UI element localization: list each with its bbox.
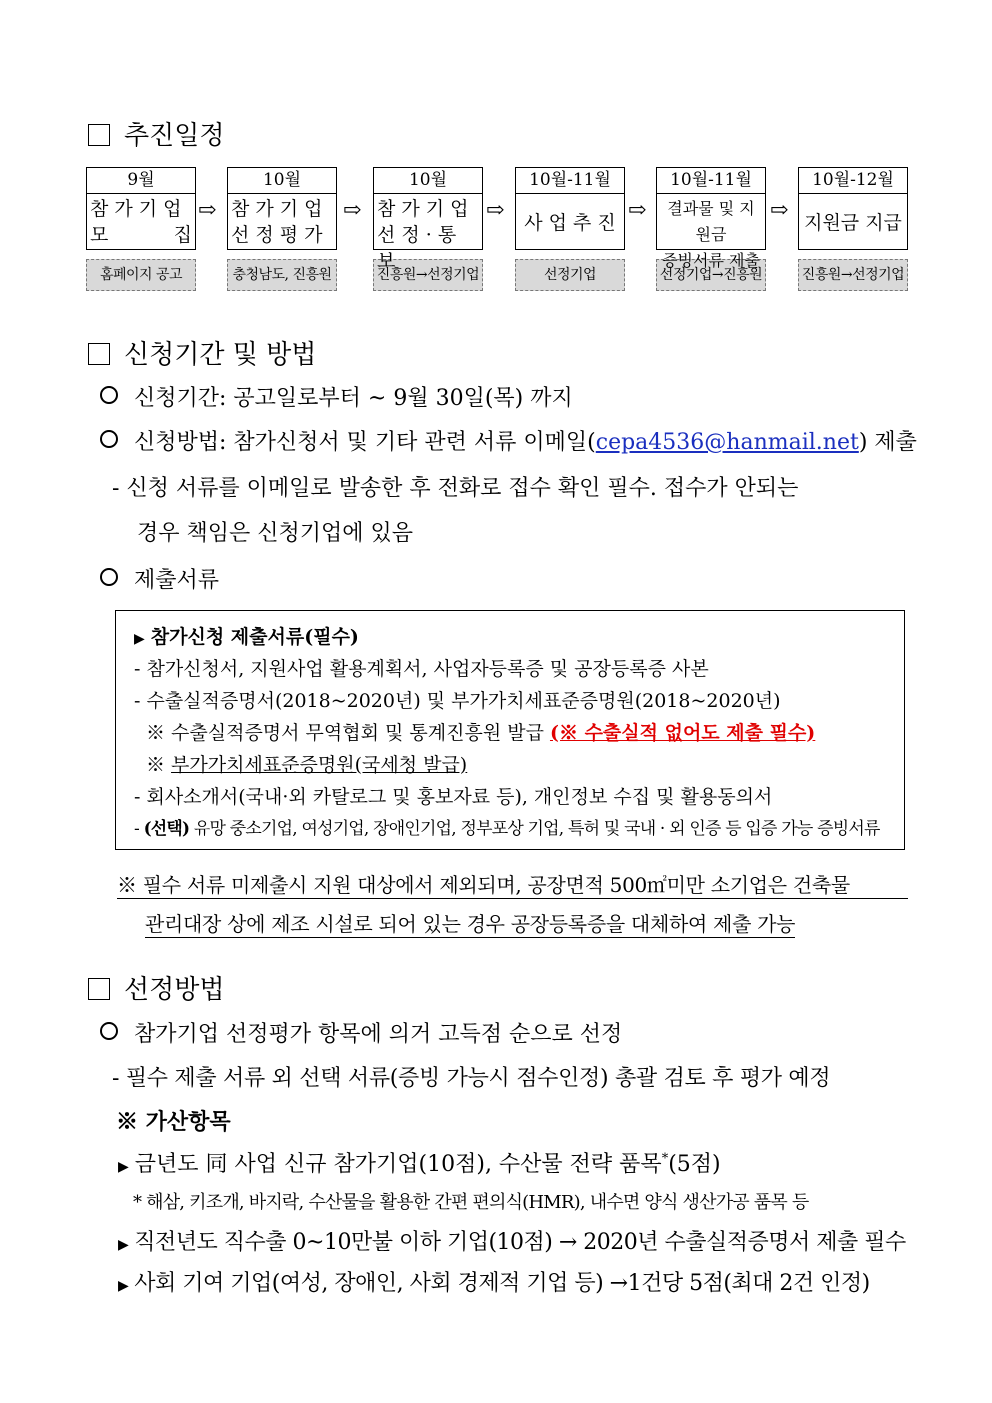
step-tag: 진흥원→선정기업 <box>798 259 908 291</box>
step-body: 참 가 기 업 선 정 · 통 <box>373 194 483 250</box>
document-item: - 참가신청서, 지원사업 활용계획서, 사업자등록증 및 공장등록증 사본 <box>134 658 709 680</box>
bonus-title: ※ 가산항목 <box>116 1109 231 1135</box>
circle-bullet-icon <box>100 386 118 404</box>
documents-title: 제출서류 <box>100 563 219 594</box>
step-body: 참 가 기 업 선 정 평 가 <box>227 194 337 250</box>
right-arrow-icon: ⇨ <box>343 198 362 223</box>
schedule-step <box>515 167 625 291</box>
circle-bullet-icon <box>100 430 118 448</box>
circle-bullet-icon <box>100 1022 118 1040</box>
application-period: 신청기간: 공고일로부터 ~ 9월 30일(목) 까지 <box>100 381 573 412</box>
bonus-item: ▶ 금년도 同 사업 신규 참가기업(10점), 수산물 전략 품목*(5점) <box>118 1151 721 1177</box>
application-note: - 신청 서류를 이메일로 발송한 후 전화로 접수 확인 필수. 접수가 안되는 <box>112 476 799 501</box>
checkbox-square-icon <box>88 978 110 1000</box>
documents-box <box>115 610 905 850</box>
document-item: - (선택) 유망 중소기업, 여성기업, 장애인기업, 정부포상 기업, 특허 및 국내 · 외 인증 등 입증 가능 증빙서류 <box>134 819 880 839</box>
checkbox-square-icon <box>88 343 110 365</box>
right-arrow-icon: ⇨ <box>198 198 217 223</box>
step-body: 결과물 및 지원금 <box>656 194 766 250</box>
required-notice: (※ 수출실적 없어도 제출 필수) <box>549 722 816 744</box>
triangle-bullet-icon: ▶ <box>118 1278 129 1294</box>
step-month: 10월 <box>373 167 483 194</box>
triangle-bullet-icon: ▶ <box>134 631 145 647</box>
step-tag: 충청남도, 진흥원 <box>227 259 337 291</box>
step-month: 9월 <box>86 167 196 194</box>
step-tag: 홈페이지 공고 <box>86 259 196 291</box>
document-item: ※ 부가가치세표준증명원(국세청 발급) <box>146 754 468 776</box>
step-body: 참 가 기 업 모 집 <box>86 194 196 250</box>
application-method: 신청방법: 참가신청서 및 기타 관련 서류 이메일(cepa4536@hanmail.net) 제출 <box>100 425 917 456</box>
section-heading-selection: 선정방법 <box>88 969 224 1006</box>
document-item: ※ 수출실적증명서 무역협회 및 통계진흥원 발급 (※ 수출실적 없어도 제출 필수) <box>146 722 816 744</box>
triangle-bullet-icon: ▶ <box>118 1237 129 1253</box>
right-arrow-icon: ⇨ <box>486 198 505 223</box>
schedule-step <box>798 167 908 291</box>
schedule-step <box>373 167 483 291</box>
step-tag: 선정기업 <box>515 259 625 291</box>
step-tag: 진흥원→선정기업 <box>373 259 483 291</box>
bonus-item: ▶ 직전년도 직수출 0~10만불 이하 기업(10점) → 2020년 수출실적증명서 제출 필수 <box>118 1230 906 1255</box>
right-arrow-icon: ⇨ <box>628 198 647 223</box>
step-tag: 선정기업→진흥원 <box>656 259 766 291</box>
warning-line-cont: 관리대장 상에 제조 시설로 되어 있는 경우 공장등록증을 대체하여 제출 가능 <box>145 908 795 938</box>
step-month: 10월-11월 <box>515 167 625 194</box>
section-heading-schedule: 추진일정 <box>88 115 224 152</box>
email-link[interactable]: cepa4536@hanmail.net <box>595 430 859 455</box>
warning-line: ※ 필수 서류 미제출시 지원 대상에서 제외되며, 공장면적 500㎡미만 소기업은 건축물 <box>117 869 908 899</box>
step-body: 사 업 추 진 <box>515 194 625 250</box>
section-heading-application: 신청기간 및 방법 <box>88 334 316 371</box>
schedule-step <box>86 167 196 291</box>
documents-box-heading: ▶ 참가신청 제출서류(필수) <box>134 626 359 648</box>
checkbox-square-icon <box>88 124 110 146</box>
selection-criteria: 참가기업 선정평가 항목에 의거 고득점 순으로 선정 <box>100 1017 622 1048</box>
application-note-cont: 경우 책임은 신청기업에 있음 <box>137 521 414 546</box>
schedule-step <box>656 167 766 291</box>
triangle-bullet-icon: ▶ <box>118 1159 129 1175</box>
circle-bullet-icon <box>100 568 118 586</box>
step-month: 10월-12월 <box>798 167 908 194</box>
step-body: 지원금 지급 <box>798 194 908 250</box>
document-item: - 수출실적증명서(2018~2020년) 및 부가가치세표준증명원(2018~2020년) <box>134 690 781 712</box>
schedule-step <box>227 167 337 291</box>
bonus-item: ▶ 사회 기여 기업(여성, 장애인, 사회 경제적 기업 등) →1건당 5점(최대 2건 인정) <box>118 1271 870 1296</box>
step-month: 10월-11월 <box>656 167 766 194</box>
bonus-footnote: * 해삼, 키조개, 바지락, 수산물을 활용한 간편 편의식(HMR), 내수면 양식 생산가공 품목 등 <box>133 1192 809 1213</box>
right-arrow-icon: ⇨ <box>770 198 789 223</box>
step-month: 10월 <box>227 167 337 194</box>
selection-note: - 필수 제출 서류 외 선택 서류(증빙 가능시 점수인정) 총괄 검토 후 평가 예정 <box>112 1066 831 1091</box>
document-item: - 회사소개서(국내·외 카탈로그 및 홍보자료 등), 개인정보 수집 및 활용동의서 <box>134 786 773 808</box>
